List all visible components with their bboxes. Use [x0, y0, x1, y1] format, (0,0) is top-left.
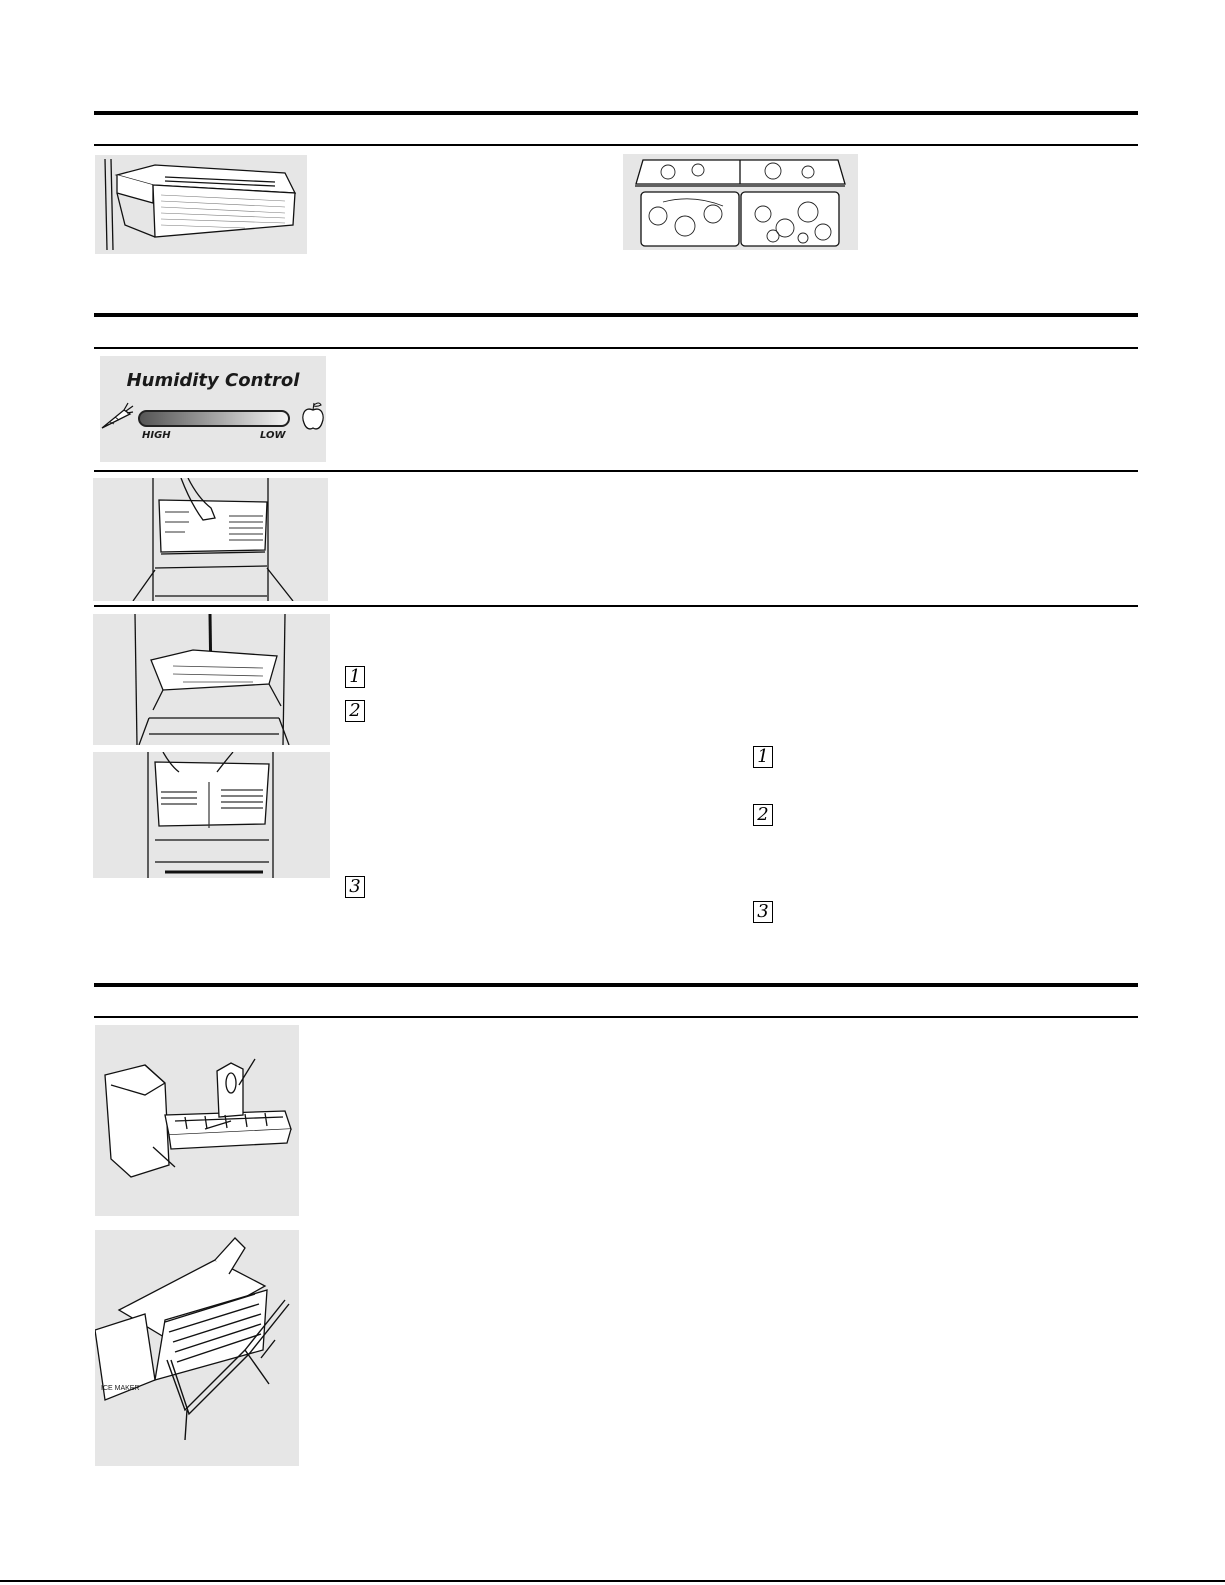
- carrot-icon: [100, 402, 134, 432]
- humidity-control-title: Humidity Control: [126, 370, 300, 391]
- section-top-rule: [94, 313, 1138, 317]
- step-marker-2: 2: [753, 804, 773, 826]
- humidity-control-panel: [100, 356, 326, 462]
- step-marker-3: 3: [753, 901, 773, 923]
- section-top-rule: [94, 111, 1138, 115]
- divider-rule: [94, 605, 1138, 607]
- step-marker-3: 3: [345, 876, 365, 898]
- shelf-removal-illustration-2: [93, 752, 330, 878]
- svg-text:ICE MAKER: ICE MAKER: [101, 1385, 140, 1392]
- page-bottom-rule: [0, 1580, 1225, 1582]
- apple-icon: [300, 400, 326, 432]
- shelf-removal-illustration-1: [93, 614, 330, 745]
- pan-removal-illustration: [93, 478, 328, 601]
- step-marker-1: 1: [753, 746, 773, 768]
- humidity-high-label: HIGH: [142, 430, 171, 441]
- step-marker-1: 1: [345, 666, 365, 688]
- section-header-rule: [94, 347, 1138, 349]
- section-header-rule: [94, 1016, 1138, 1018]
- section-top-rule: [94, 983, 1138, 987]
- produce-bins-illustration: [623, 154, 858, 250]
- divider-rule: [94, 470, 1138, 472]
- humidity-slider-track: [138, 410, 290, 427]
- icemaker-bin-illustration: [95, 1230, 299, 1466]
- step-marker-2: 2: [345, 700, 365, 722]
- icemaker-illustration: [95, 1025, 299, 1216]
- humidity-low-label: LOW: [260, 430, 286, 441]
- section-header-rule: [94, 144, 1138, 146]
- drawer-illustration: [95, 155, 307, 254]
